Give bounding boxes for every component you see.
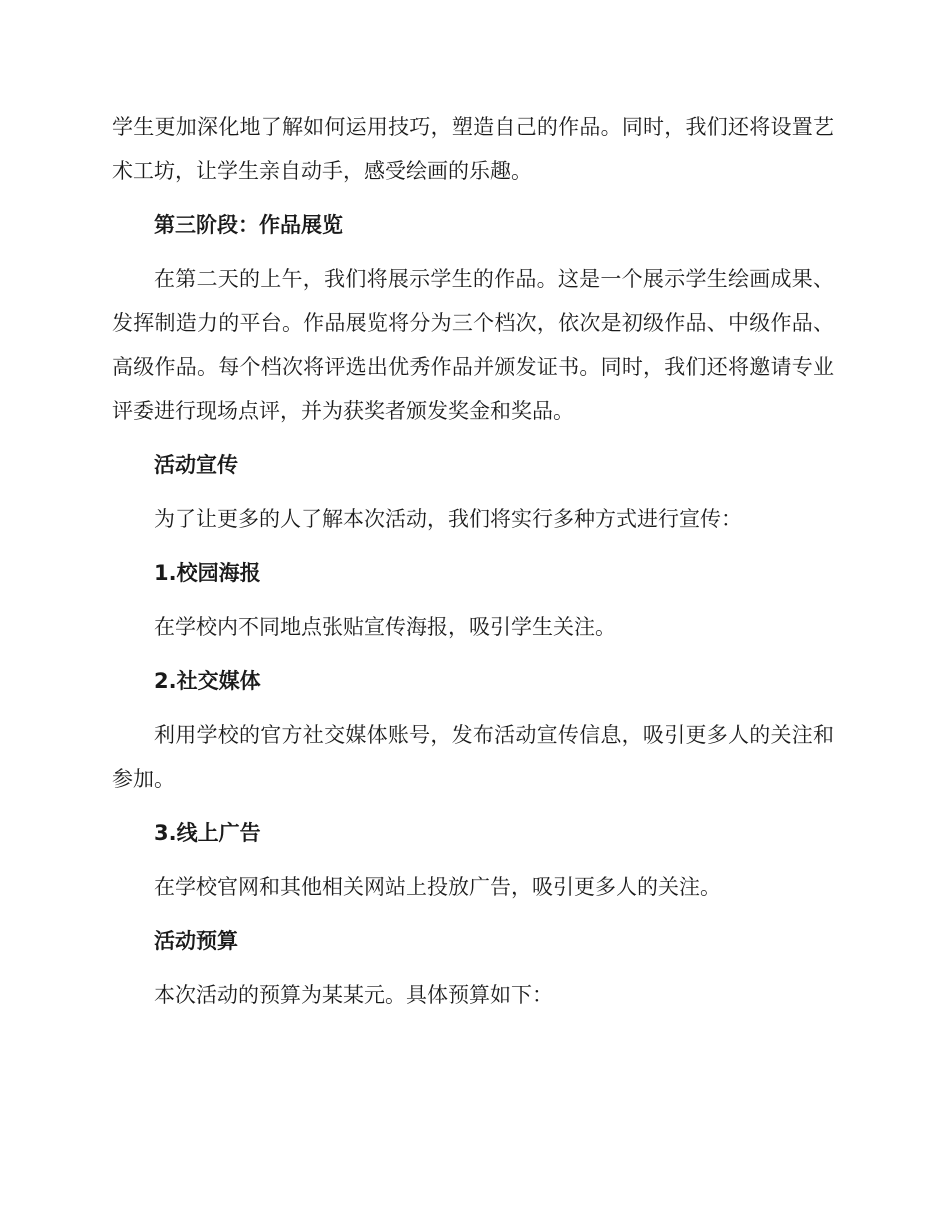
heading-campus-poster: 1.校园海报 <box>154 561 261 585</box>
paragraph-exhibition: 在第二天的上午，我们将展示学生的作品。这是一个展示学生绘画成果、发挥制造力的平台。作品展览将分为三个档次，依次是初级作品、中级作品、高级作品。每个档次将评选出优秀作品并颁发证书。同时，我们还将邀请专业评委进行现场点评，并为获奖者颁发奖金和奖品。 <box>112 267 834 423</box>
paragraph-promotion-intro: 为了让更多的人了解本次活动，我们将实行多种方式进行宣传： <box>154 507 742 531</box>
paragraph-online-ads: 在学校官网和其他相关网站上投放广告，吸引更多人的关注。 <box>154 875 721 899</box>
paragraph-budget: 本次活动的预算为某某元。具体预算如下： <box>154 983 553 1007</box>
heading-budget: 活动预算 <box>154 929 238 953</box>
paragraph-continuation: 学生更加深化地了解如何运用技巧，塑造自己的作品。同时，我们还将设置艺术工坊，让学生亲自动手，感受绘画的乐趣。 <box>112 115 834 183</box>
heading-stage-three: 第三阶段：作品展览 <box>154 213 343 237</box>
paragraph-campus-poster: 在学校内不同地点张贴宣传海报，吸引学生关注。 <box>154 615 616 639</box>
document-body <box>112 105 834 1027</box>
heading-online-ads: 3.线上广告 <box>154 821 261 845</box>
heading-promotion: 活动宣传 <box>154 453 238 477</box>
heading-social-media: 2.社交媒体 <box>154 669 261 693</box>
paragraph-social-media: 利用学校的官方社交媒体账号，发布活动宣传信息，吸引更多人的关注和参加。 <box>112 723 834 791</box>
